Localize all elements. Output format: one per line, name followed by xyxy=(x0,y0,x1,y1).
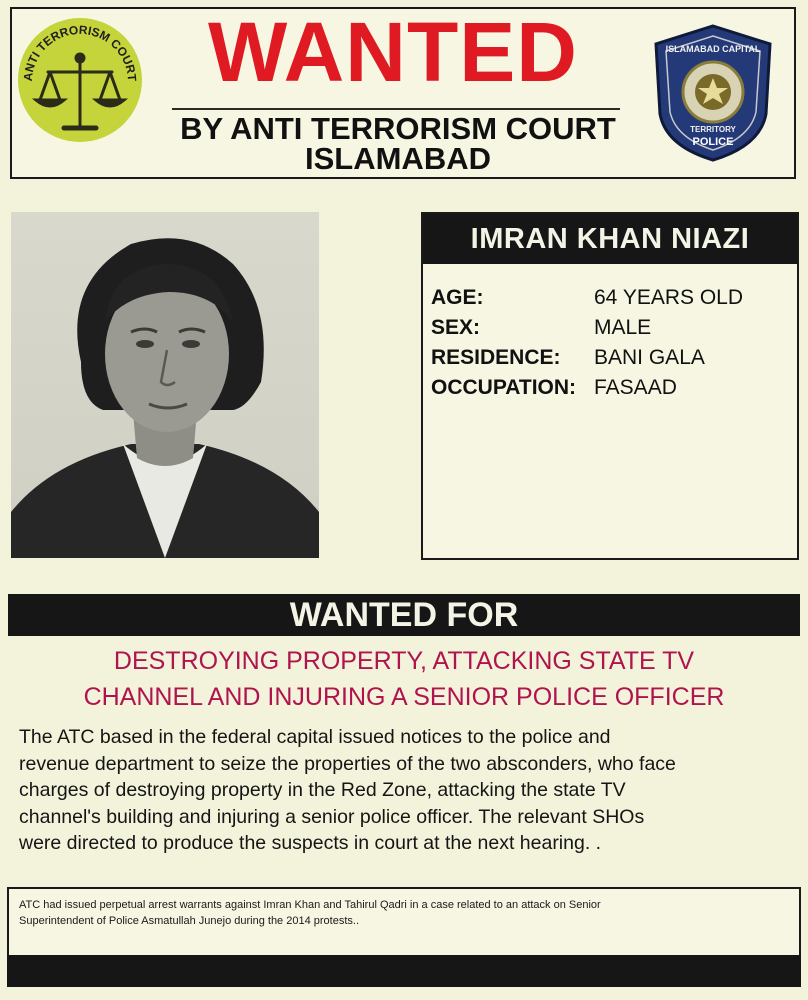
portrait-image xyxy=(11,212,319,558)
footnote-text xyxy=(19,897,789,929)
wanted-for-heading: WANTED FOR xyxy=(289,596,519,634)
court-seal-icon xyxy=(10,8,150,148)
detail-label: OCCUPATION: xyxy=(431,376,577,399)
charges-text xyxy=(20,643,788,715)
city-line: ISLAMABAD xyxy=(305,141,491,176)
suspect-info-panel xyxy=(421,212,799,560)
charges-line: DESTROYING PROPERTY, ATTACKING STATE TV xyxy=(113,647,695,675)
footnote-panel xyxy=(7,887,801,959)
issuing-court-line: BY ANTI TERRORISM COURT xyxy=(180,111,616,146)
svg-text:TERRITORY: TERRITORY xyxy=(690,125,736,134)
name-bar xyxy=(423,214,797,264)
detail-value: MALE xyxy=(594,316,652,339)
detail-label: AGE: xyxy=(431,286,484,309)
svg-text:ANTI TERRORISM COURT: ANTI TERRORISM COURT xyxy=(20,22,140,82)
notice-paragraph xyxy=(19,724,804,857)
police-badge-icon xyxy=(648,22,778,164)
footnote-line: Superintendent of Police Asmatullah Junejo during the 2014 protests.. xyxy=(19,915,360,927)
detail-value: 64 YEARS OLD xyxy=(594,286,744,309)
detail-value: FASAAD xyxy=(594,376,677,399)
svg-text:POLICE: POLICE xyxy=(692,136,734,148)
paragraph-line: charges of destroying property in the Red Zone, attacking the state TV xyxy=(19,779,626,801)
svg-text:ISLAMABAD CAPITAL: ISLAMABAD CAPITAL xyxy=(665,44,761,54)
suspect-name: IMRAN KHAN NIAZI xyxy=(470,223,750,255)
wanted-title: WANTED xyxy=(208,5,578,99)
header-divider xyxy=(172,108,620,110)
footnote-line: ATC had issued perpetual arrest warrants against Imran Khan and Tahirul Qadri in a case related to an attack on Senior xyxy=(19,899,601,911)
paragraph-line: channel's building and injuring a senior police officer. The relevant SHOs xyxy=(19,805,645,828)
paragraph-line: were directed to produce the suspects in court at the next hearing. . xyxy=(19,832,602,854)
paragraph-line: The ATC based in the federal capital issued notices to the police and xyxy=(19,726,611,748)
bottom-bar xyxy=(7,955,801,987)
detail-label: RESIDENCE: xyxy=(431,346,561,369)
paragraph-line: revenue department to seize the properties of the two absconders, who face xyxy=(19,752,676,775)
charges-line: CHANNEL AND INJURING A SENIOR POLICE OFFICER xyxy=(83,683,725,711)
detail-label: SEX: xyxy=(431,316,481,339)
suspect-photo xyxy=(11,212,319,558)
detail-value: BANI GALA xyxy=(594,346,705,369)
wanted-for-bar xyxy=(8,594,800,636)
